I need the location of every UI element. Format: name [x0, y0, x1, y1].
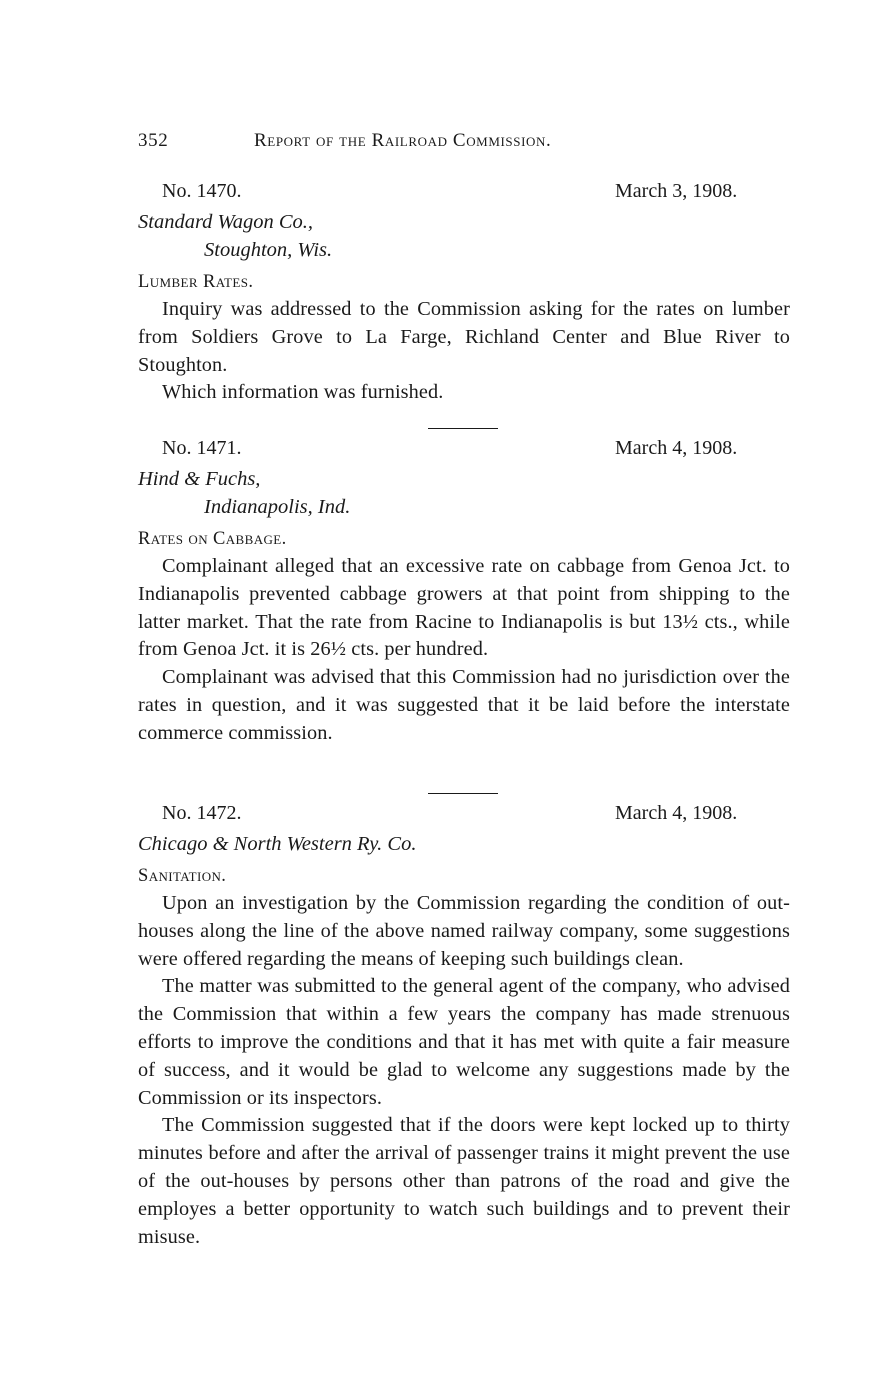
- entry-number: No. 1471.: [162, 437, 242, 459]
- paragraph: The matter was submitted to the general agent of the company, who advised the Commission that within a few years the company has made strenuous efforts to improve the conditions and that it has met with quite a fair measure of success, and it would be glad to welcome any suggestions made by the Commission or its inspectors.: [138, 975, 790, 1109]
- section-divider: [428, 793, 498, 794]
- party-location: Stoughton, Wis.: [204, 239, 333, 261]
- party-name: Hind & Fuchs,: [138, 468, 261, 490]
- entry-date: March 3, 1908.: [615, 180, 738, 202]
- page-header: [138, 130, 798, 160]
- entry-subject: Rates on Cabbage.: [138, 529, 287, 549]
- party-name: Standard Wagon Co.,: [138, 211, 314, 233]
- entry-heading: [138, 802, 790, 830]
- paragraph: Inquiry was addressed to the Commission asking for the rates on lumber from Soldiers Grove to La Farge, Richland Center and Blue River to Stoughton.: [138, 298, 790, 376]
- entry-1470: [138, 180, 790, 407]
- entry-number: No. 1470.: [162, 180, 242, 202]
- party-name: Chicago & North Western Ry. Co.: [138, 833, 417, 855]
- entry-1471: [138, 437, 790, 748]
- entry-subject: Sanitation.: [138, 866, 227, 886]
- entry-1472: [138, 802, 790, 1251]
- running-title: Report of the Railroad Commission.: [254, 130, 552, 151]
- entry-number: No. 1472.: [162, 802, 242, 824]
- entry-date: March 4, 1908.: [615, 802, 738, 824]
- section-divider: [428, 428, 498, 429]
- page-number: 352: [138, 130, 169, 151]
- entry-heading: [138, 437, 790, 465]
- entry-date: March 4, 1908.: [615, 437, 738, 459]
- paragraph: Which information was furnished.: [162, 381, 444, 404]
- party-location: Indianapolis, Ind.: [204, 496, 351, 518]
- paragraph: Complainant alleged that an excessive rate on cabbage from Genoa Jct. to Indianapolis prevented cabbage growers at that point from shipping to the latter market. That the rate from Racine to Indianapolis is but 13½ cts., while from Genoa Jct. it is 26½ cts. per hundred.: [138, 555, 790, 661]
- paragraph: Complainant was advised that this Commission had no jurisdiction over the rates in question, and it was suggested that it be laid before the interstate commerce commission.: [138, 666, 790, 744]
- entry-subject: Lumber Rates.: [138, 272, 254, 292]
- entry-heading: [138, 180, 790, 208]
- paragraph: Upon an investigation by the Commission regarding the condition of out-houses along the line of the above named railway company, some suggestions were offered regarding the means of keeping such buildings clean.: [138, 892, 790, 970]
- paragraph: The Commission suggested that if the doors were kept locked up to thirty minutes before and after the arrival of passenger trains it might prevent the use of the out-houses by persons other than patrons of the road and give the employes a better opportunity to watch such buildings and to prevent their misuse.: [138, 1114, 790, 1248]
